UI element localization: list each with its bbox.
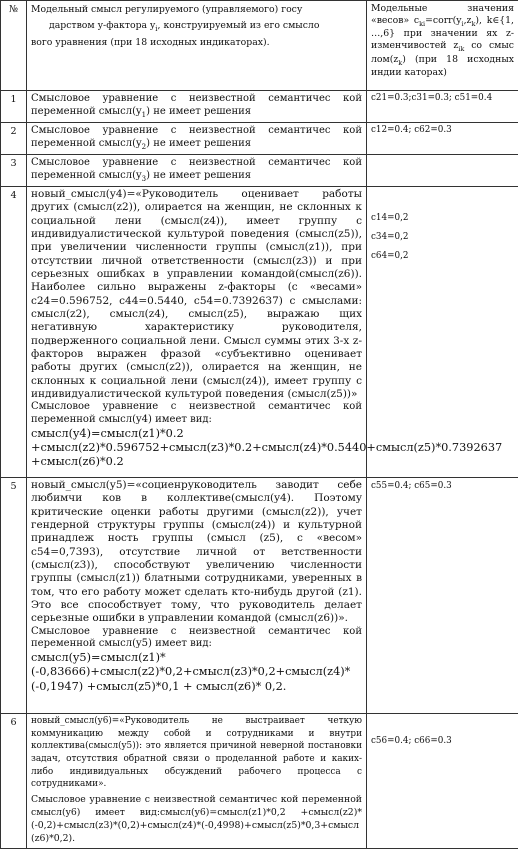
header-meaning xyxy=(27,1,367,91)
row-equation: Смысловое уравнение с неизвестной семантичес кой переменной смысл(y6) имеет вид:смысл(y6)=смысл(z1)*0,2 +смысл(z2)*(-0,2)+смысл(z3)*(0,2)+смысл(z4)*(-0,4998)+смысл(z5)*0,3+смысл (z6)*0,2). xyxy=(31,793,362,846)
row-paragraph: новый_смысл(y6)=«Руководитель не выстраивает четкую коммуникацию между собой и сотрудниками и внутри коллектива(смысл(y5)): это является причиной неверной постановки задач, отсутствия обратной связи о проделанной работе и каких-либо индивидуальных обсуждений рабочего процесса с сотрудниками». xyxy=(31,715,362,791)
row-number-text: 2 xyxy=(10,126,16,137)
table-row xyxy=(1,123,518,155)
table-row xyxy=(1,714,518,849)
row-number-text: 5 xyxy=(10,481,16,492)
row-number xyxy=(1,714,27,849)
header-row xyxy=(1,1,518,91)
row-weights xyxy=(367,123,518,155)
header-weights-t6: ) (при 18 исходных индии каторах) xyxy=(371,54,514,78)
header-weights-t4: ), k∈{1, …,6} при значении ях z-изменчивостей z xyxy=(371,15,514,51)
row-meaning xyxy=(27,155,367,187)
header-number xyxy=(1,1,27,91)
header-meaning-l2b: , конструируемый из его смысло xyxy=(158,20,320,31)
header-weights-t3: ,z xyxy=(464,15,472,26)
header-meaning-sub: i xyxy=(155,25,157,33)
row-number-text: 4 xyxy=(10,190,16,201)
row-number xyxy=(1,123,27,155)
row-number-text: 3 xyxy=(10,158,16,169)
row-meaning xyxy=(27,714,367,849)
header-meaning-l2: дарством у-фактора y xyxy=(31,20,155,31)
row-meaning-text: Смысловое уравнение с неизвестной семантичес кой переменной смысл(y xyxy=(31,157,362,181)
header-meaning-l3: вого уравнения (при 18 исходных индикаторах). xyxy=(31,37,270,48)
row-number-text: 1 xyxy=(10,94,16,105)
row-number xyxy=(1,478,27,714)
weight-item: c34=0,2 xyxy=(371,228,514,247)
header-weights-t2: =corr(y xyxy=(425,15,461,26)
header-weights-s1: ki xyxy=(419,20,425,28)
row-meaning-sub: 2 xyxy=(142,143,146,151)
row-meaning xyxy=(27,123,367,155)
row-equation-intro: Смысловое уравнение с неизвестной семантичес кой переменной смысл(y5) имеет вид: xyxy=(31,626,362,651)
row-meaning-end: ) не имеет решения xyxy=(146,138,251,149)
header-weights-s4: ik xyxy=(458,45,464,53)
header-weights-s5: k xyxy=(398,59,402,67)
row-meaning xyxy=(27,187,367,478)
row-weights-text: c21=0.3;c31=0.3; c51=0.4 xyxy=(371,93,492,103)
header-weights-t5: со смыс лом(z xyxy=(371,40,514,64)
row-meaning-end: ) не имеет решения xyxy=(146,170,251,181)
row-meaning xyxy=(27,478,367,714)
table-row xyxy=(1,155,518,187)
row-equation-intro: Смысловое уравнение с неизвестной семантичес кой переменной смысл(y4) имеет вид: xyxy=(31,401,362,426)
table-row xyxy=(1,478,518,714)
row-equation: смысл(y4)=смысл(z1)*0.2 +смысл(z2)*0.596752+смысл(z3)*0.2+смысл(z4)*0.5440+смысл(z5)*0.7392637 +смысл(z6)*0.2 xyxy=(31,427,362,470)
header-weights-t1: Модельные значения «весов» c xyxy=(371,3,514,26)
row-meaning-text: Смысловое уравнение с неизвестной семантичес кой переменной смысл(y xyxy=(31,93,362,117)
row-weights-text: c55=0.4; c65=0.3 xyxy=(371,481,452,491)
row-paragraph: новый_смысл(y4)=«Руководитель оценивает работы других (смысл(z2)), олирается на женщин, не склонных к социальной лени (смысл(z4)), имеет группу с индивидуалистической культурой поведения (смысл(z5)), при увеличении численности группы (смысл(z1)), при отсутствии личной ответственности (смысл(z3)) и при серьезных ошибках в управлении командой(смысл(z6)). Наиболее сильно выражены z-факторы (с «весами» c24=0.596752, c44=0.5440, c54=0.7392637) с смыслами: смысл(z2), смысл(z4), смысл(z5), выражаю щих негативную характеристику руководителя, подверженного социальной лени. Смысл суммы этих 3-х z-факторов выражен фразой «субъективно оценивает работы других (смысл(z2)), олирается на женщин, не склонных к социальной лени (смысл(z4)), имеет группу с индивидуалистической культурой поведения (смысл(z5))» xyxy=(31,188,362,401)
header-weights-s2: i xyxy=(461,20,463,28)
header-weights xyxy=(367,1,518,91)
row-weights xyxy=(367,187,518,478)
row-meaning-end: ) не имеет решения xyxy=(146,106,251,117)
row-weights-text: c56=0.4; c66=0.3 xyxy=(371,736,452,746)
row-weights xyxy=(367,155,518,187)
weight-item: c64=0,2 xyxy=(371,247,514,266)
table-row xyxy=(1,187,518,478)
row-meaning xyxy=(27,91,367,123)
row-meaning-sub: 3 xyxy=(142,175,146,183)
row-number xyxy=(1,155,27,187)
header-meaning-l1: Модельный смысл регулируемого (управляемого) госу xyxy=(31,4,302,15)
row-weights-text: c12=0.4; c62=0.3 xyxy=(371,125,452,135)
row-meaning-text: Смысловое уравнение с неизвестной семантичес кой переменной смысл(y xyxy=(31,125,362,149)
row-paragraph: новый_смысл(y5)=«социенруководитель заводит себе любимчи ков в коллективе(смысл(y4). Поэтому критические оценки работы другими (смысл(z2)), учет гендерной структуры группы (смысл(z4)) и культурной принадлеж ность группы (смысл (z5), с «весом» c54=0,7393), отсутствие личной от ветственности (смысл(z3)), способствуют увеличению численности группы (смысл(z1)) блатными сотрудниками, уверенных в том, что его работу может сделать кто-нибудь другой (z1). Это все способствует тому, что руководитель делает серьезные ошибки в управлении командой (смысл(z6))». xyxy=(31,479,362,626)
row-equation: смысл(y5)=смысл(z1)*(-0,83666)+смысл(z2)*0,2+смысл(z3)*0,2+смысл(z4)*(-0,1947) +смысл(z5)*0,1 + смысл(z6)* 0,2. xyxy=(31,651,362,694)
header-weights-s3: k xyxy=(471,20,475,28)
row-number xyxy=(1,91,27,123)
weight-item: c14=0,2 xyxy=(371,209,514,228)
row-number-text: 6 xyxy=(10,717,16,728)
row-number xyxy=(1,187,27,478)
row-meaning-sub: 1 xyxy=(142,111,146,119)
row-weights xyxy=(367,91,518,123)
row-weights xyxy=(367,714,518,849)
row-weights xyxy=(367,478,518,714)
header-number-text: № xyxy=(9,4,18,15)
table-row xyxy=(1,91,518,123)
